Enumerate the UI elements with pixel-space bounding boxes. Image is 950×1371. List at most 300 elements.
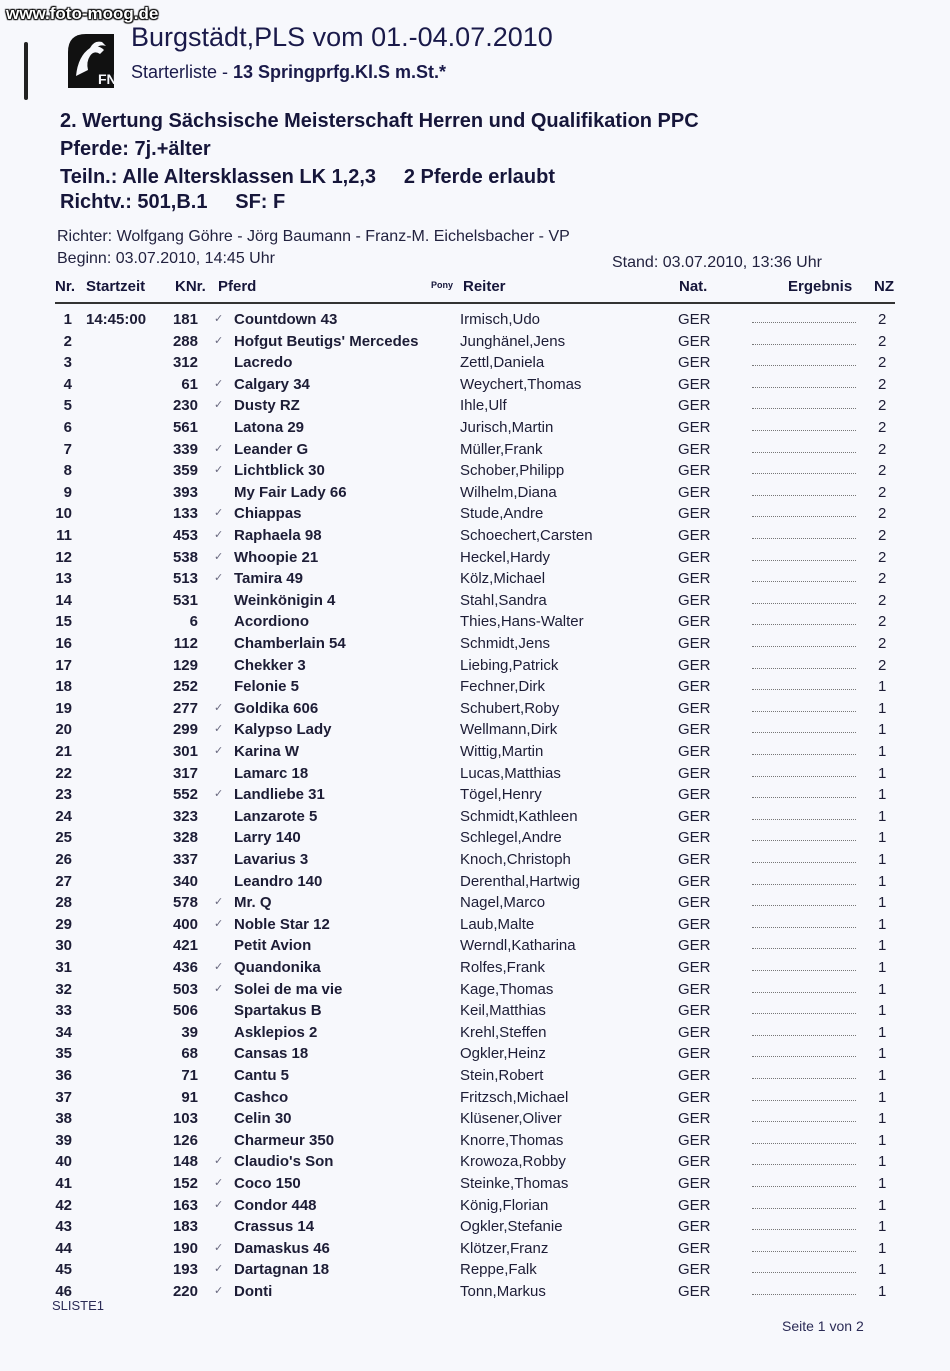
row-nat: GER: [678, 678, 711, 696]
row-nat: GER: [678, 959, 711, 976]
row-nat: GER: [678, 613, 711, 631]
table-row: [0, 937, 950, 959]
col-header-nz: NZ: [874, 278, 894, 295]
row-nz: 1: [878, 678, 887, 696]
table-row: [0, 1283, 950, 1305]
row-horse: Noble Star 12: [234, 915, 330, 933]
row-rider: Schoechert,Carsten: [460, 527, 593, 544]
row-rider: Rolfes,Frank: [460, 959, 546, 976]
table-row: [0, 1067, 950, 1089]
table-row: [0, 505, 950, 527]
row-rider: Stein,Robert: [460, 1067, 544, 1084]
row-nr: 13: [55, 570, 72, 588]
row-nz: 1: [878, 1002, 887, 1020]
row-result-field: [752, 1229, 856, 1230]
row-knr: 339: [172, 440, 198, 458]
row-nr: 38: [55, 1110, 72, 1128]
row-nr: 17: [55, 656, 72, 674]
row-nat: GER: [678, 656, 711, 674]
row-nat: GER: [678, 1067, 711, 1084]
col-header-nat: Nat.: [679, 278, 708, 295]
row-rider: Nagel,Marco: [460, 894, 546, 912]
row-nz: 1: [878, 699, 887, 717]
row-knr: 337: [172, 851, 198, 868]
row-nat: GER: [678, 829, 711, 847]
row-result-field: [752, 408, 856, 409]
row-rider: Lucas,Matthias: [460, 764, 561, 782]
row-horse: Lacredo: [234, 354, 293, 372]
row-rider: Krehl,Steffen: [460, 1023, 547, 1041]
row-rider: Schubert,Roby: [460, 699, 560, 717]
table-row: [0, 678, 950, 700]
row-result-field: [752, 322, 856, 323]
row-knr: 288: [172, 332, 198, 350]
row-nat: GER: [678, 1023, 711, 1041]
row-rider: Fechner,Dirk: [460, 678, 546, 696]
row-nr: 21: [55, 743, 72, 760]
row-nat: GER: [678, 548, 711, 566]
row-horse: Latona 29: [234, 419, 305, 436]
table-row: [0, 549, 950, 571]
table-row: [0, 462, 950, 484]
row-rider: Weychert,Thomas: [460, 375, 582, 393]
row-nr: 16: [55, 635, 72, 652]
header-rule: [55, 302, 895, 304]
row-nz: 1: [878, 1239, 887, 1257]
row-rider: Krowoza,Robby: [460, 1153, 566, 1171]
row-horse: Lamarc 18: [234, 764, 309, 782]
row-nat: GER: [678, 397, 711, 415]
row-rider: Keil,Matthias: [460, 1002, 546, 1020]
row-nat: GER: [678, 937, 711, 955]
col-header-pony: Pony: [431, 280, 454, 290]
row-nr: 18: [55, 678, 72, 696]
row-knr: 230: [172, 397, 198, 415]
row-horse: My Fair Lady 66: [234, 483, 347, 501]
row-knr: 193: [172, 1261, 198, 1279]
table-row: [0, 959, 950, 981]
table-row: [0, 441, 950, 463]
row-nat: GER: [678, 332, 711, 350]
row-result-field: [752, 1294, 856, 1295]
table-row: [0, 1197, 950, 1219]
row-knr: 359: [172, 462, 198, 480]
row-result-field: [752, 884, 856, 885]
row-nz: 2: [878, 613, 887, 631]
row-check-mark: ✓: [214, 377, 224, 390]
row-nr: 11: [56, 527, 72, 544]
row-rider: Müller,Frank: [460, 440, 543, 458]
table-row: [0, 829, 950, 851]
participants-info-line: Teiln.: Alle Altersklassen LK 1,2,3 2 Pferde erlaubt: [60, 166, 555, 188]
row-result-field: [752, 646, 856, 647]
row-horse: Whoopie 21: [234, 548, 319, 566]
row-rider: Ogkler,Heinz: [460, 1045, 546, 1063]
row-rider: Zettl,Daniela: [460, 354, 545, 372]
table-row: [0, 657, 950, 679]
table-row: [0, 1240, 950, 1262]
row-nr: 23: [55, 786, 72, 804]
row-horse: Donti: [234, 1283, 273, 1300]
row-nat: GER: [678, 1153, 711, 1171]
row-horse: Celin 30: [234, 1110, 292, 1128]
row-nr: 40: [55, 1153, 72, 1171]
row-nr: 28: [55, 894, 72, 912]
row-nat: GER: [678, 807, 711, 825]
row-horse: Chamberlain 54: [234, 635, 346, 652]
row-nz: 1: [878, 1175, 887, 1192]
row-check-mark: ✓: [214, 1155, 224, 1168]
row-nat: GER: [678, 635, 711, 652]
row-nr: 6: [63, 419, 72, 436]
row-knr: 531: [172, 591, 198, 609]
table-row: [0, 1218, 950, 1240]
row-rider: Ogkler,Stefanie: [460, 1218, 563, 1236]
row-result-field: [752, 711, 856, 712]
row-nz: 2: [878, 527, 887, 544]
row-rider: Steinke,Thomas: [460, 1175, 569, 1192]
row-check-mark: ✓: [214, 313, 224, 325]
row-nz: 2: [878, 419, 887, 436]
row-result-field: [752, 344, 856, 345]
table-row: [0, 613, 950, 635]
row-nz: 1: [878, 1067, 887, 1084]
table-row: [0, 635, 950, 657]
subtitle-prefix: Starterliste -: [131, 62, 234, 82]
row-result-field: [752, 365, 856, 366]
row-horse: Crassus 14: [234, 1218, 315, 1236]
svg-text:FN: FN: [98, 71, 117, 87]
row-nr: 46: [55, 1283, 72, 1300]
row-nz: 1: [878, 915, 887, 933]
row-nr: 25: [55, 829, 72, 847]
row-rider: Derenthal,Hartwig: [460, 872, 581, 890]
row-knr: 220: [172, 1283, 198, 1300]
row-horse: Lanzarote 5: [234, 807, 318, 825]
row-knr: 323: [172, 807, 198, 825]
row-rider: Kage,Thomas: [460, 980, 554, 998]
row-result-field: [752, 776, 856, 777]
row-horse: Asklepios 2: [234, 1023, 318, 1041]
watermark-text: www.foto-moog.de: [6, 4, 159, 23]
row-nat: GER: [678, 591, 711, 609]
row-result-field: [752, 862, 856, 863]
row-horse: Larry 140: [234, 829, 301, 847]
row-nat: GER: [678, 527, 711, 544]
row-result-field: [752, 948, 856, 949]
row-horse: Goldika 606: [234, 699, 319, 717]
row-nz: 2: [878, 656, 887, 674]
row-knr: 148: [172, 1153, 198, 1171]
table-row: [0, 1089, 950, 1111]
row-nat: GER: [678, 721, 711, 739]
row-result-field: [752, 689, 856, 690]
row-rider: Reppe,Falk: [460, 1261, 537, 1279]
row-nr: 33: [55, 1002, 72, 1020]
row-horse: Chiappas: [234, 505, 302, 523]
row-nz: 1: [878, 980, 887, 998]
row-rider: Wellmann,Dirk: [460, 721, 558, 739]
row-nr: 36: [55, 1067, 72, 1084]
row-knr: 538: [172, 548, 198, 566]
row-result-field: [752, 1013, 856, 1014]
row-nr: 42: [55, 1196, 72, 1214]
row-horse: Lichtblick 30: [234, 462, 325, 480]
row-nat: GER: [678, 786, 711, 804]
row-nz: 1: [878, 1088, 887, 1106]
row-rider: Junghänel,Jens: [460, 332, 566, 350]
row-rider: Liebing,Patrick: [460, 656, 559, 674]
row-nz: 1: [878, 1153, 887, 1171]
row-horse: Countdown 43: [234, 311, 338, 328]
row-horse: Dusty RZ: [234, 397, 300, 415]
row-result-field: [752, 1056, 856, 1057]
row-nz: 2: [878, 505, 887, 523]
row-nz: 1: [878, 851, 887, 868]
row-horse: Quandonika: [234, 959, 321, 976]
table-row: [0, 1024, 950, 1046]
row-result-field: [752, 452, 856, 453]
row-nr: 44: [55, 1239, 72, 1257]
row-nz: 1: [878, 786, 887, 804]
row-nr: 24: [55, 807, 72, 825]
row-nz: 1: [878, 937, 887, 955]
col-header-reiter: Reiter: [463, 278, 506, 295]
row-result-field: [752, 603, 856, 604]
row-knr: 400: [172, 915, 198, 933]
page-subtitle: [131, 62, 446, 83]
row-nr: 15: [55, 613, 72, 631]
row-horse: Cansas 18: [234, 1045, 309, 1063]
row-check-mark: ✓: [214, 1198, 224, 1211]
row-nat: GER: [678, 872, 711, 890]
table-row: [0, 721, 950, 743]
page-title: Burgstädt,PLS vom 01.-04.07.2010: [131, 22, 553, 52]
row-knr: 277: [172, 699, 198, 717]
row-rider: Knorre,Thomas: [460, 1131, 564, 1149]
row-knr: 91: [181, 1088, 198, 1106]
row-nz: 2: [878, 462, 887, 480]
row-knr: 152: [172, 1175, 198, 1192]
table-row: [0, 1002, 950, 1024]
table-row: [0, 354, 950, 376]
row-result-field: [752, 1272, 856, 1273]
row-result-field: [752, 819, 856, 820]
row-nat: GER: [678, 505, 711, 523]
col-header-nr: Nr.: [55, 278, 76, 295]
row-nz: 1: [878, 764, 887, 782]
row-horse: Cashco: [234, 1088, 289, 1106]
row-rider: Schmidt,Kathleen: [460, 807, 578, 825]
row-nr: 8: [63, 462, 72, 480]
row-rider: Stude,Andre: [460, 505, 544, 523]
row-nr: 31: [55, 959, 72, 976]
row-nz: 2: [878, 332, 887, 350]
row-knr: 129: [172, 656, 198, 674]
row-knr: 578: [172, 894, 198, 912]
row-nz: 1: [878, 1218, 887, 1236]
row-nat: GER: [678, 1283, 711, 1300]
row-check-mark: ✓: [214, 723, 224, 736]
row-knr: 561: [172, 419, 198, 436]
row-knr: 163: [172, 1196, 198, 1214]
table-row: [0, 1175, 950, 1197]
row-nr: 32: [55, 980, 72, 998]
row-nat: GER: [678, 1110, 711, 1128]
row-nat: GER: [678, 483, 711, 501]
row-nat: GER: [678, 1218, 711, 1236]
row-nr: 5: [63, 397, 72, 415]
row-rider: Knoch,Christoph: [460, 851, 571, 868]
row-rider: Thies,Hans-Walter: [460, 613, 584, 631]
row-check-mark: ✓: [214, 572, 224, 585]
row-nz: 1: [878, 1045, 887, 1063]
row-nz: 1: [878, 872, 887, 890]
table-row: [0, 894, 950, 916]
row-nr: 14: [55, 591, 72, 609]
row-nat: GER: [678, 1196, 711, 1214]
row-rider: Stahl,Sandra: [460, 591, 547, 609]
row-result-field: [752, 1186, 856, 1187]
row-nz: 1: [878, 743, 887, 760]
row-nat: GER: [678, 462, 711, 480]
row-knr: 181: [172, 311, 198, 328]
table-row: [0, 592, 950, 614]
row-rider: Schober,Philipp: [460, 462, 565, 480]
row-rider: Kölz,Michael: [460, 570, 546, 588]
row-result-field: [752, 1143, 856, 1144]
row-nz: 1: [878, 807, 887, 825]
row-knr: 506: [172, 1002, 198, 1020]
table-row: [0, 765, 950, 787]
table-row: [0, 376, 950, 398]
row-nz: 1: [878, 1283, 887, 1300]
footer-page-number: Seite 1 von 2: [782, 1318, 864, 1334]
row-nat: GER: [678, 1131, 711, 1149]
row-knr: 552: [172, 786, 198, 804]
table-row: [0, 570, 950, 592]
subtitle-event: 13 Springprfg.Kl.S m.St.*: [233, 62, 447, 82]
row-knr: 317: [172, 764, 198, 782]
row-nz: 1: [878, 829, 887, 847]
row-check-mark: ✓: [214, 982, 224, 995]
row-horse: Coco 150: [234, 1175, 301, 1192]
row-result-field: [752, 1121, 856, 1122]
row-result-field: [752, 387, 856, 388]
table-row: [0, 311, 950, 333]
row-nat: GER: [678, 851, 711, 868]
row-knr: 328: [172, 829, 198, 847]
table-row: [0, 808, 950, 830]
row-check-mark: ✓: [214, 1241, 224, 1254]
horses-info-line: Pferde: 7j.+älter: [60, 138, 211, 160]
row-horse: Tamira 49: [234, 570, 303, 588]
row-result-field: [752, 668, 856, 669]
row-rider: Schlegel,Andre: [460, 829, 562, 847]
row-result-field: [752, 516, 856, 517]
row-nz: 1: [878, 959, 887, 976]
row-check-mark: ✓: [214, 399, 224, 412]
row-result-field: [752, 1251, 856, 1252]
row-rider: Laub,Malte: [460, 915, 535, 933]
row-nz: 1: [878, 1131, 887, 1149]
row-knr: 112: [173, 635, 198, 652]
row-check-mark: ✓: [214, 917, 224, 930]
row-nr: 45: [55, 1261, 72, 1279]
row-horse: Condor 448: [234, 1196, 317, 1214]
footer-report-id: SLISTE1: [52, 1298, 105, 1313]
row-nr: 1: [63, 311, 72, 328]
row-nat: GER: [678, 699, 711, 717]
row-nat: GER: [678, 440, 711, 458]
row-result-field: [752, 905, 856, 906]
row-horse: Petit Avion: [234, 937, 312, 955]
row-knr: 68: [181, 1045, 198, 1063]
row-nat: GER: [678, 570, 711, 588]
row-nat: GER: [678, 354, 711, 372]
table-row: [0, 786, 950, 808]
col-header-startzeit: Startzeit: [86, 278, 146, 295]
row-horse: Leander G: [234, 440, 309, 458]
row-horse: Hofgut Beutigs' Mercedes: [234, 332, 419, 350]
row-horse: Cantu 5: [234, 1067, 290, 1084]
row-nr: 30: [55, 937, 72, 955]
row-knr: 252: [172, 678, 198, 696]
row-nr: 7: [63, 440, 72, 458]
col-header-pferd: Pferd: [218, 278, 257, 295]
row-check-mark: ✓: [214, 529, 224, 541]
row-nz: 2: [878, 397, 887, 415]
table-row: [0, 1261, 950, 1283]
table-row: [0, 1132, 950, 1154]
row-rider: Irmisch,Udo: [460, 311, 541, 328]
row-nr: 4: [63, 375, 72, 393]
table-row: [0, 873, 950, 895]
row-check-mark: ✓: [214, 1177, 224, 1189]
row-horse: Felonie 5: [234, 678, 300, 696]
row-horse: Chekker 3: [234, 656, 306, 674]
row-rider: Fritzsch,Michael: [460, 1088, 569, 1106]
row-result-field: [752, 560, 856, 561]
table-row: [0, 1110, 950, 1132]
row-knr: 436: [172, 959, 198, 976]
row-result-field: [752, 1208, 856, 1209]
row-knr: 39: [181, 1023, 198, 1041]
row-nr: 20: [55, 721, 72, 739]
row-check-mark: ✓: [214, 464, 224, 477]
row-nz: 2: [878, 548, 887, 566]
row-knr: 71: [181, 1067, 198, 1084]
row-horse: Dartagnan 18: [234, 1261, 330, 1279]
col-header-ergebnis: Ergebnis: [788, 278, 853, 295]
row-horse: Kalypso Lady: [234, 721, 332, 739]
row-result-field: [752, 927, 856, 928]
row-knr: 393: [172, 483, 198, 501]
row-rider: Ihle,Ulf: [460, 397, 507, 415]
row-nz: 2: [878, 483, 887, 501]
row-rider: Wittig,Martin: [460, 743, 544, 760]
row-nz: 2: [878, 591, 887, 609]
row-nat: GER: [678, 1002, 711, 1020]
row-knr: 183: [172, 1218, 198, 1236]
row-check-mark: ✓: [214, 507, 224, 520]
row-nr: 22: [55, 764, 72, 782]
row-nr: 2: [63, 332, 72, 350]
table-row: [0, 484, 950, 506]
row-nz: 1: [878, 1023, 887, 1041]
table-row: [0, 916, 950, 938]
row-result-field: [752, 495, 856, 496]
